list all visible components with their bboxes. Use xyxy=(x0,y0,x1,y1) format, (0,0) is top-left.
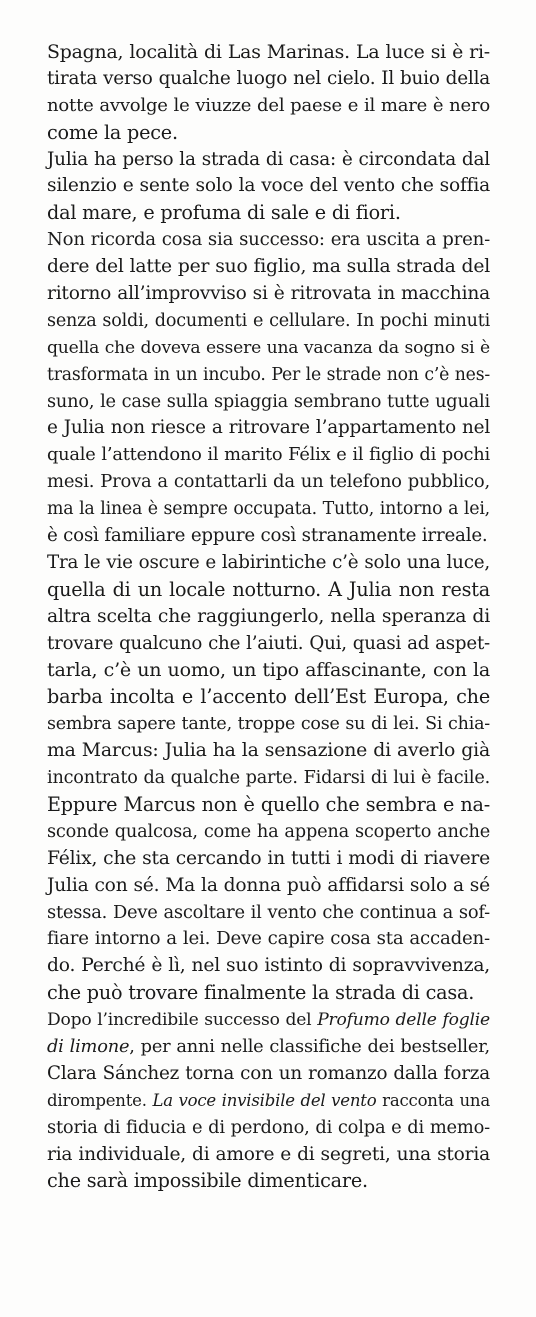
text-line xyxy=(47,900,490,927)
italic-title-segment: La voce invisibile del vento xyxy=(152,1090,377,1110)
text-segment: dal mare, e profuma di sale e di fiori. xyxy=(47,201,401,225)
text-line xyxy=(47,684,490,711)
text-line xyxy=(47,173,490,200)
text-segment: fiare intorno a lei. Deve capire cosa sta accaden- xyxy=(47,928,490,950)
text-segment: notte avvolge le viuzze del paese e il mare è nero xyxy=(47,94,490,116)
text-line xyxy=(47,792,490,819)
text-segment: quale l’attendono il marito Félix e il figlio di pochi xyxy=(47,445,490,466)
text-segment: tirata verso qualche luogo nel cielo. Il buio della xyxy=(47,67,490,89)
text-line xyxy=(47,1168,490,1195)
text-line xyxy=(47,1142,490,1169)
text-line xyxy=(47,631,490,658)
text-segment: dere del latte per suo figlio, ma sulla strada del xyxy=(47,256,490,278)
text-line xyxy=(47,953,490,980)
text-segment: incontrato da qualche parte. Fidarsi di lui è facile. xyxy=(47,768,490,789)
text-segment: e Julia non riesce a ritrovare l’appartamento nel xyxy=(47,417,490,439)
text-line xyxy=(47,819,490,846)
text-line xyxy=(47,1061,490,1088)
text-line xyxy=(47,120,490,147)
text-segment: , per anni nelle classifiche dei bestseller, xyxy=(129,1036,491,1057)
italic-title-segment: di limone xyxy=(47,1036,130,1057)
text-line xyxy=(47,926,490,953)
text-segment: altra scelta che raggiungerlo, nella speranza di xyxy=(47,605,490,627)
text-line xyxy=(47,93,490,120)
text-line xyxy=(47,39,490,66)
text-line xyxy=(47,873,490,900)
text-line xyxy=(47,335,490,362)
text-segment: sconde qualcosa, come ha appena scoperto anche xyxy=(47,821,490,842)
text-line xyxy=(47,765,490,792)
text-line xyxy=(47,254,490,281)
text-segment: ritorno all’improvviso si è ritrovata in macchina xyxy=(47,283,490,305)
text-line xyxy=(47,227,490,254)
text-line xyxy=(47,469,490,496)
text-segment: suno, le case sulla spiaggia sembrano tutte uguali xyxy=(47,391,490,412)
text-segment: che può trovare finalmente la strada di casa. xyxy=(47,981,475,1005)
text-line xyxy=(47,200,490,227)
synopsis-text xyxy=(47,39,490,1195)
text-line xyxy=(47,604,490,631)
text-line xyxy=(47,980,490,1007)
text-segment: come la pece. xyxy=(47,120,178,144)
text-segment: Dopo l’incredibile successo del xyxy=(47,1010,318,1031)
text-segment: Julia ha perso la strada di casa: è circondata dal xyxy=(47,148,490,170)
paragraph xyxy=(47,550,490,1007)
text-segment: Félix, che sta cercando in tutti i modi di riavere xyxy=(47,847,490,869)
text-segment: ma Marcus: Julia ha la sensazione di averlo già xyxy=(47,740,490,762)
text-segment: ria individuale, di amore e di segreti, una storia xyxy=(47,1143,490,1165)
text-segment: do. Perché è lì, nel suo istinto di sopravvivenza, xyxy=(47,955,490,977)
text-line xyxy=(47,1115,490,1142)
text-line xyxy=(47,442,490,469)
text-line xyxy=(47,657,490,684)
text-line xyxy=(47,550,490,577)
text-line xyxy=(47,1088,490,1115)
text-line xyxy=(47,711,490,738)
text-segment: Eppure Marcus non è quello che sembra e na- xyxy=(47,792,490,816)
text-segment: storia di fiducia e di perdono, di colpa e di memo- xyxy=(47,1116,490,1138)
text-line xyxy=(47,362,490,389)
text-line xyxy=(47,523,490,550)
text-line xyxy=(47,738,490,765)
text-segment: tarla, c’è un uomo, un tipo affascinante, con la xyxy=(47,659,490,682)
text-segment: quella che doveva essere una vacanza da sogno si è xyxy=(47,337,490,358)
text-line xyxy=(47,496,490,523)
text-line xyxy=(47,1034,490,1061)
italic-title-segment: Profumo delle foglie xyxy=(317,1010,490,1031)
text-segment: silenzio e sente solo la voce del vento che soffia xyxy=(47,175,490,197)
text-segment: racconta una xyxy=(376,1090,490,1110)
paragraph xyxy=(47,227,490,550)
text-segment: è così familiare eppure così stranamente irreale. xyxy=(47,525,488,547)
text-line xyxy=(47,308,490,335)
text-segment: stessa. Deve ascoltare il vento che continua a sof- xyxy=(47,901,490,923)
text-segment: trasformata in un incubo. Per le strade non c’è nes- xyxy=(47,364,490,385)
text-segment: quella di un locale notturno. A Julia non resta xyxy=(47,577,490,601)
paragraph xyxy=(47,147,490,228)
text-segment: Spagna, località di Las Marinas. La luce si è ri- xyxy=(47,41,490,63)
text-segment: che sarà impossibile dimenticare. xyxy=(47,1169,368,1193)
text-segment: barba incolta e l’accento dell’Est Europa, che xyxy=(47,685,490,709)
text-line xyxy=(47,415,490,442)
text-line xyxy=(47,66,490,93)
paragraph xyxy=(47,1007,490,1195)
paragraph xyxy=(47,39,490,147)
text-segment: trovare qualcuno che l’aiuti. Qui, quasi ad aspet- xyxy=(47,632,490,654)
text-segment: sembra sapere tante, troppe cose su di lei. Si chia- xyxy=(47,714,490,735)
text-segment: Tra le vie oscure e labirintiche c’è solo una luce, xyxy=(47,551,490,573)
text-segment: Clara Sánchez torna con un romanzo dalla forza xyxy=(47,1062,490,1084)
text-line xyxy=(47,1007,490,1034)
text-line xyxy=(47,147,490,174)
text-segment: Non ricorda cosa sia successo: era uscita a pren- xyxy=(47,229,490,251)
text-line xyxy=(47,577,490,604)
text-line xyxy=(47,389,490,416)
text-segment: mesi. Prova a contattarli da un telefono pubblico, xyxy=(47,471,490,493)
text-segment: senza soldi, documenti e cellulare. In pochi minuti xyxy=(47,310,490,331)
text-line xyxy=(47,846,490,873)
text-segment: ma la linea è sempre occupata. Tutto, intorno a lei, xyxy=(47,499,490,520)
text-segment: Julia con sé. Ma la donna può affidarsi solo a sé xyxy=(47,874,490,896)
text-segment: dirompente. xyxy=(47,1090,153,1110)
text-line xyxy=(47,281,490,308)
